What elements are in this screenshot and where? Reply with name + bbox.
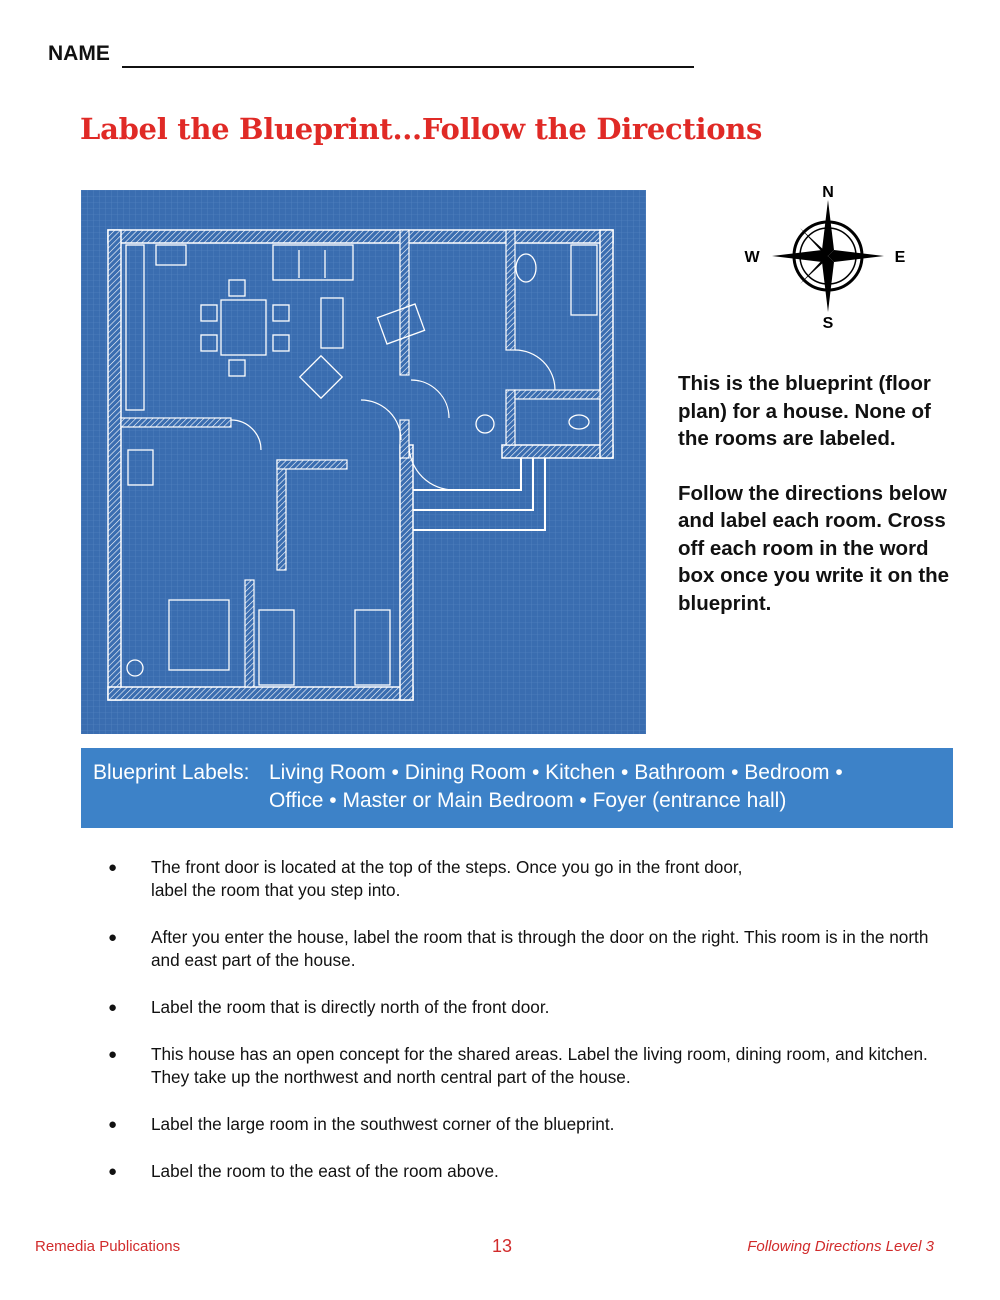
directions-list — [108, 856, 948, 1207]
name-blank-line[interactable] — [122, 66, 694, 68]
direction-text: Label the large room in the southwest corner of the blueprint. — [151, 1114, 615, 1134]
list-item — [108, 1043, 948, 1089]
direction-text: After you enter the house, label the room that is through the door on the right. This room is in the north and east part of the house. — [151, 927, 929, 970]
compass-icon — [772, 200, 884, 312]
compass-east: E — [894, 249, 906, 266]
intro-paragraph: This is the blueprint (floor plan) for a house. None of the rooms are labeled. — [678, 372, 931, 450]
bullet-icon: ● — [108, 859, 118, 876]
intro-paragraph: Follow the directions below and label each room. Cross off each room in the word box once you write it on the blueprint. — [678, 481, 950, 615]
direction-text: Label the room that is directly north of the front door. — [151, 997, 550, 1017]
list-item — [108, 1160, 948, 1183]
bullet-icon: ● — [108, 1046, 118, 1063]
page-title: Label the Blueprint...Follow the Directions — [80, 112, 763, 146]
compass-south: S — [822, 315, 834, 332]
compass-rose — [740, 182, 910, 332]
direction-text: The front door is located at the top of the steps. Once you go in the front door, label the room that you step into. — [151, 857, 743, 900]
page-number: 13 — [492, 1236, 513, 1256]
bullet-icon: ● — [108, 1163, 118, 1180]
list-item — [108, 856, 948, 902]
bullet-icon: ● — [108, 999, 118, 1016]
compass-west: W — [744, 249, 760, 266]
list-item — [108, 996, 948, 1019]
name-label: NAME — [48, 42, 110, 65]
word-box-line: Office • Master or Main Bedroom • Foyer (entrance hall) — [269, 789, 787, 812]
bullet-icon: ● — [108, 1116, 118, 1133]
compass-north: N — [822, 184, 834, 201]
word-box-label: Blueprint Labels: — [93, 761, 250, 784]
direction-text: This house has an open concept for the shared areas. Label the living room, dining room, and kitchen. They take up the northwest and north central part of the house. — [151, 1044, 928, 1087]
word-box — [81, 748, 953, 828]
footer-publisher: Remedia Publications — [35, 1238, 181, 1255]
intro-text — [678, 370, 953, 617]
bullet-icon: ● — [108, 929, 118, 946]
word-box-line: Living Room • Dining Room • Kitchen • Bathroom • Bedroom • — [269, 761, 843, 784]
blueprint-floor-plan — [81, 190, 646, 734]
direction-text: Label the room to the east of the room above. — [151, 1161, 499, 1181]
list-item — [108, 926, 948, 972]
footer-series: Following Directions Level 3 — [747, 1238, 934, 1255]
list-item — [108, 1113, 948, 1136]
